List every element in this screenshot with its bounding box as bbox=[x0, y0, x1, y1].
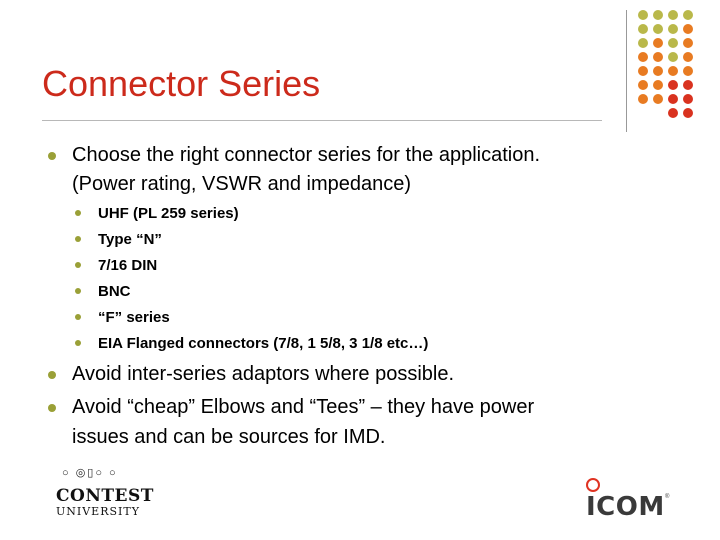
bullet-icon bbox=[75, 210, 81, 216]
sub-bullet-f-series: “F” series bbox=[98, 309, 170, 326]
bullet-icon bbox=[75, 314, 81, 320]
sub-bullet-eia-flanged: EIA Flanged connectors (7/8, 1 5/8, 3 1/8 etc…) bbox=[98, 335, 429, 352]
bullet-icon bbox=[48, 371, 56, 379]
logo-university-text: UNIVERSITY bbox=[56, 505, 140, 518]
slide-title: Connector Series bbox=[42, 63, 321, 104]
bullet-icon bbox=[48, 404, 56, 412]
logo-glyphs-icon: ○ ◎▯○ ○ bbox=[62, 467, 118, 479]
main-bullet-text-line2: (Power rating, VSWR and impedance) bbox=[72, 173, 412, 195]
main-bullet-avoid-cheap-line1: Avoid “cheap” Elbows and “Tees” – they have power bbox=[72, 396, 535, 418]
bullet-icon bbox=[75, 288, 81, 294]
sub-bullet-7-16-din: 7/16 DIN bbox=[98, 257, 158, 274]
icom-logo bbox=[586, 478, 676, 522]
sub-bullet-uhf: UHF (PL 259 series) bbox=[98, 205, 239, 222]
sub-bullet-bnc: BNC bbox=[98, 283, 131, 300]
bullet-icon bbox=[75, 262, 81, 268]
main-bullet-text-line1: Choose the right connector series for the application. bbox=[72, 144, 541, 166]
sub-bullet-type-n: Type “N” bbox=[98, 231, 162, 248]
main-bullet-avoid-cheap-line2: issues and can be sources for IMD. bbox=[72, 426, 386, 448]
bullet-icon bbox=[75, 340, 81, 346]
registered-mark: ® bbox=[665, 494, 670, 500]
icom-logo-text: ICOM bbox=[586, 492, 665, 522]
contest-university-logo bbox=[56, 466, 156, 522]
bullet-icon bbox=[75, 236, 81, 242]
logo-contest-text: CONTEST bbox=[56, 486, 154, 506]
bullet-icon bbox=[48, 152, 56, 160]
icom-dot-icon bbox=[586, 478, 600, 492]
main-bullet-avoid-adaptors: Avoid inter-series adaptors where possible. bbox=[72, 363, 455, 385]
